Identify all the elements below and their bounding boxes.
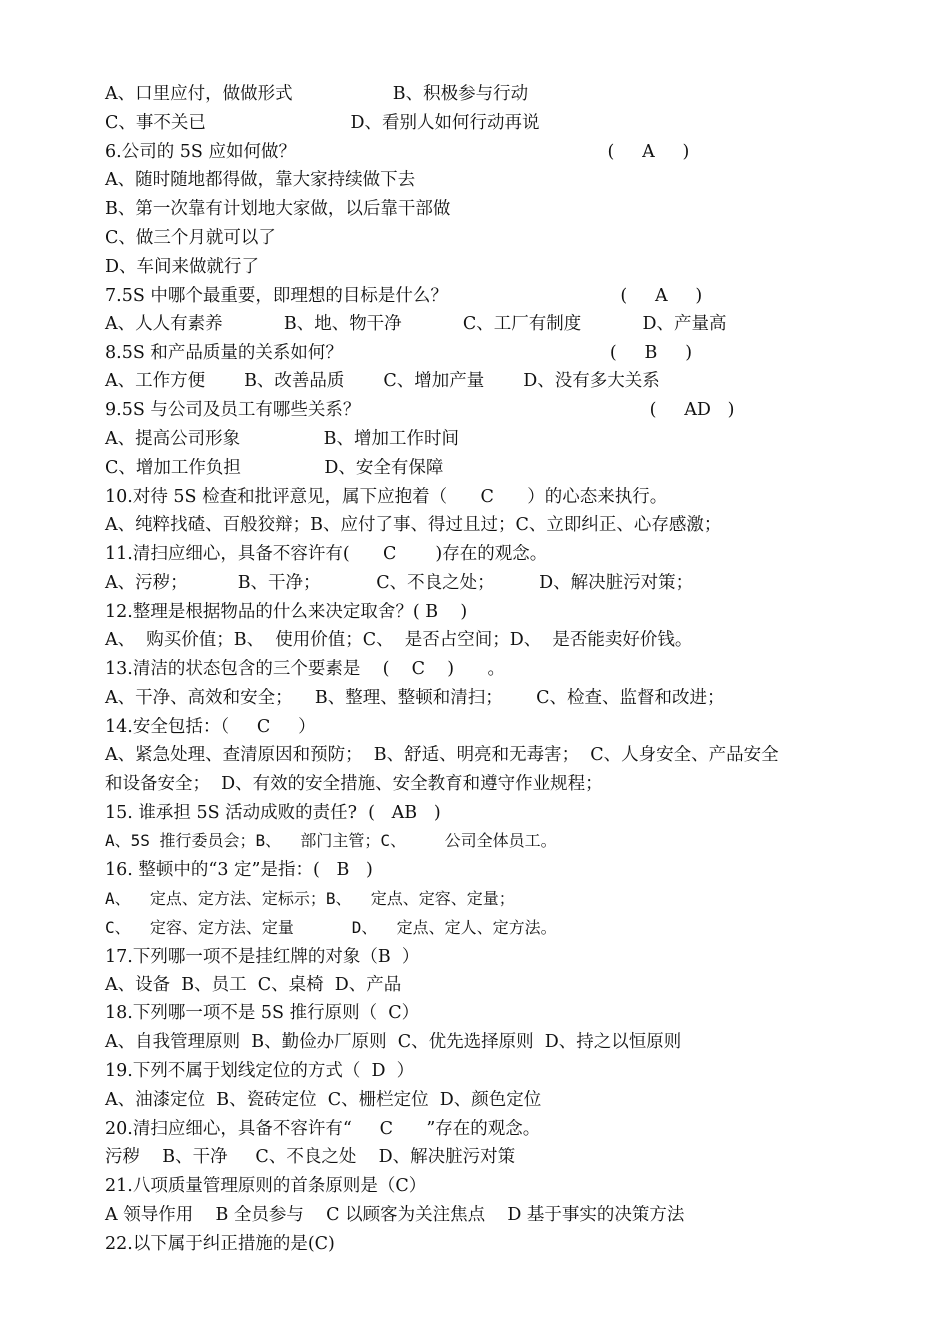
- text-line: C、做三个月就可以了: [105, 228, 276, 248]
- text-line: A、提高公司形象 B、增加工作时间: [105, 429, 459, 449]
- text-line: A、口里应付，做做形式 B、积极参与行动: [105, 84, 529, 104]
- question-line: 22.以下属于纠正措施的是(C): [105, 1234, 335, 1254]
- text-line: A、5S 推行委员会；B、 部门主管；C、 公司全体员工。: [105, 831, 557, 850]
- text-line: 污秽 B、干净 C、不良之处 D、解决脏污对策: [105, 1147, 516, 1167]
- text-line: A、人人有素养 B、地、物干净 C、工厂有制度 D、产量高: [105, 314, 727, 334]
- text-line: C、事不关已 D、看别人如何行动再说: [105, 113, 540, 133]
- question-line: 14.安全包括：（ C ）: [105, 717, 316, 737]
- question-line: 18.下列哪一项不是 5S 推行原则（ C）: [105, 1003, 420, 1023]
- text-line: A、 定点、定方法、定标示；B、 定点、定容、定量；: [105, 889, 515, 908]
- text-line: B、第一次靠有计划地大家做，以后靠干部做: [105, 199, 451, 219]
- question-line: 13.清洁的状态包含的三个要素是 ( C ) 。: [105, 659, 506, 679]
- text-line: A 领导作用 B 全员参与 C 以顾客为关注焦点 D 基于事实的决策方法: [105, 1205, 685, 1225]
- text-line: A、工作方便 B、改善品质 C、增加产量 D、没有多大关系: [105, 371, 660, 391]
- question-line: 15. 谁承担 5S 活动成败的责任? ( AB ): [105, 803, 441, 823]
- text-line: A、纯粹找碴、百般狡辩；B、应付了事、得过且过；C、立即纠正、心存感激；: [105, 515, 722, 535]
- text-line: A、干净、高效和安全； B、整理、整顿和清扫； C、检查、监督和改进；: [105, 688, 725, 708]
- question-line: 21.八项质量管理原则的首条原则是（C）: [105, 1176, 427, 1196]
- question-line: 10.对待 5S 检查和批评意见，属下应抱着（ C ）的心态来执行。: [105, 487, 668, 507]
- text-line: A、污秽； B、干净； C、不良之处； D、解决脏污对策；: [105, 573, 694, 593]
- text-line: D、车间来做就行了: [105, 257, 260, 277]
- text-line: A、设备 B、员工 C、桌椅 D、产品: [105, 975, 402, 995]
- text-line: A、随时随地都得做，靠大家持续做下去: [105, 170, 416, 190]
- question-line: 9.5S 与公司及员工有哪些关系？ ( AD ): [105, 400, 735, 420]
- question-line: 16. 整顿中的“3 定”是指：( B ): [105, 860, 373, 880]
- text-line: C、 定容、定方法、定量 D、 定点、定人、定方法。: [105, 918, 557, 937]
- text-line: A、油漆定位 B、瓷砖定位 C、栅栏定位 D、颜色定位: [105, 1090, 542, 1110]
- text-line: C、增加工作负担 D、安全有保障: [105, 458, 444, 478]
- question-line: 8.5S 和产品质量的关系如何？ ( B ): [105, 343, 693, 363]
- question-line: 12.整理是根据物品的什么来决定取舍？( B ): [105, 602, 468, 622]
- question-line: 11.清扫应细心，具备不容许有( C )存在的观念。: [105, 544, 548, 564]
- question-line: 7.5S 中哪个最重要，即理想的目标是什么？ ( A ): [105, 286, 703, 306]
- text-line: 和设备安全； D、有效的安全措施、安全教育和遵守作业规程；: [105, 774, 603, 794]
- text-line: A、 购买价值；B、 使用价值；C、 是否占空间；D、 是否能卖好价钱。: [105, 630, 693, 650]
- text-line: A、自我管理原则 B、勤俭办厂原则 C、优先选择原则 D、持之以恒原则: [105, 1032, 682, 1052]
- text-line: A、紧急处理、查清原因和预防； B、舒适、明亮和无毒害； C、人身安全、产品安全: [105, 745, 779, 765]
- question-line: 20.清扫应细心，具备不容许有“ C ”存在的观念。: [105, 1119, 541, 1139]
- question-line: 17.下列哪一项不是挂红牌的对象（B ）: [105, 947, 420, 967]
- question-line: 19.下列不属于划线定位的方式（ D ）: [105, 1061, 415, 1081]
- question-line: 6.公司的 5S 应如何做？ ( A ): [105, 142, 690, 162]
